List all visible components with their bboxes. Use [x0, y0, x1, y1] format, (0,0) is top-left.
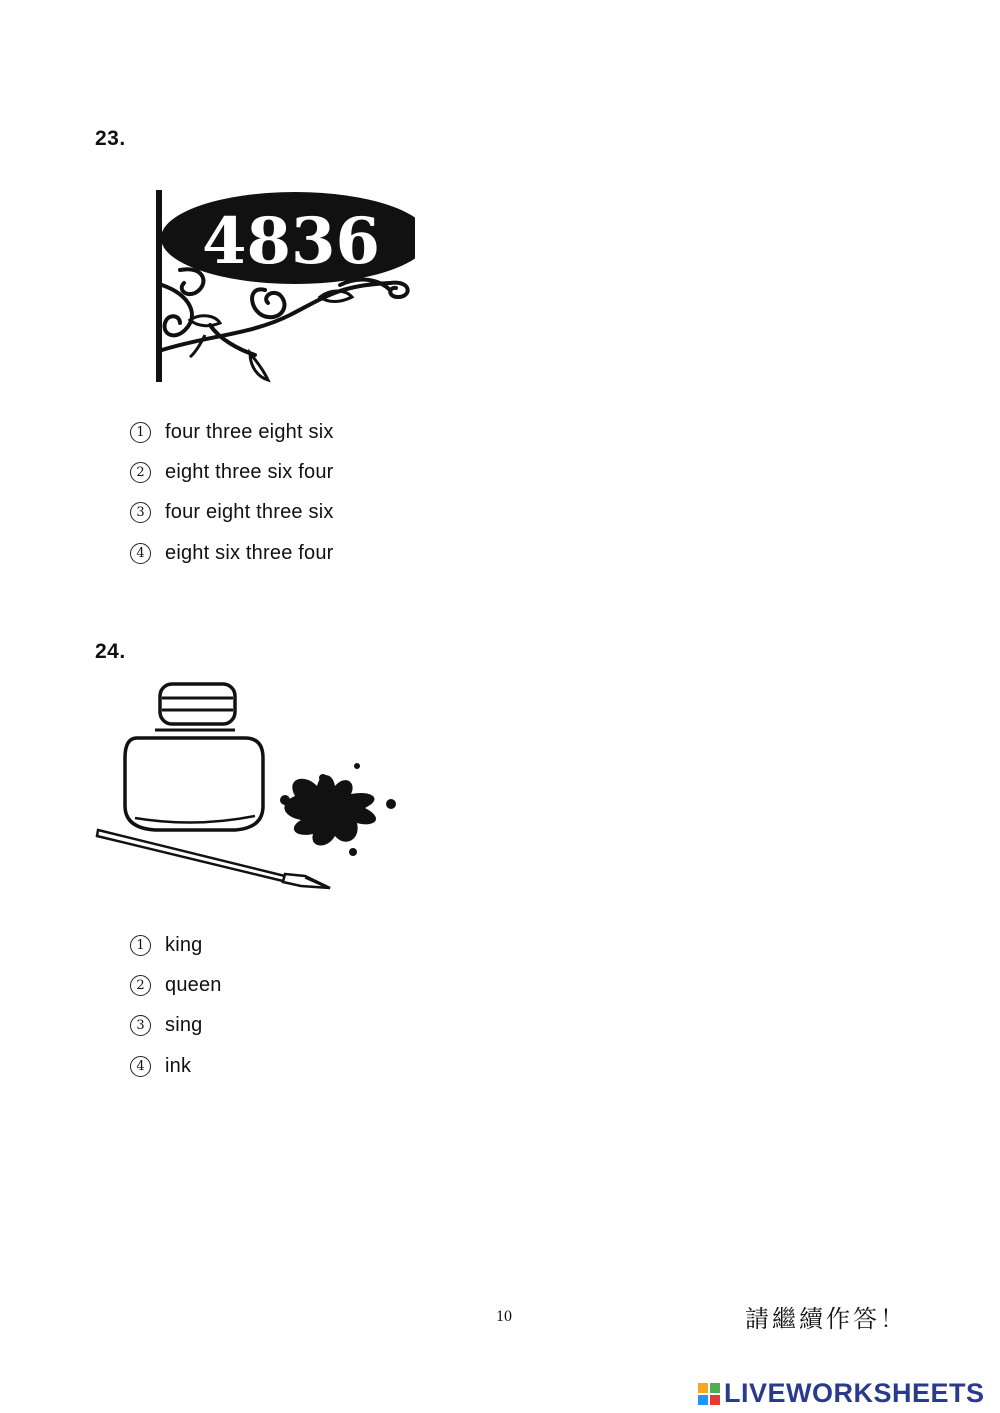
option-text: eight six three four — [165, 541, 334, 564]
option-text: king — [165, 933, 203, 956]
brand-square — [710, 1395, 720, 1405]
house-number-sign-image — [150, 185, 415, 390]
brand-logo[interactable] — [698, 1378, 985, 1409]
brand-square — [698, 1383, 708, 1393]
ink-bottle-image — [95, 678, 415, 890]
option-text: four eight three six — [165, 500, 334, 523]
option-marker: 1 — [130, 422, 151, 443]
option-24-3[interactable] — [130, 1010, 203, 1040]
option-marker: 1 — [130, 935, 151, 956]
option-marker: 4 — [130, 1056, 151, 1077]
option-text: eight three six four — [165, 460, 334, 483]
option-23-3[interactable] — [130, 497, 334, 527]
option-text: queen — [165, 973, 222, 996]
option-marker: 2 — [130, 462, 151, 483]
continue-instruction: 請繼續作答！ — [745, 1305, 907, 1333]
option-23-4[interactable] — [130, 538, 334, 568]
option-24-4[interactable] — [130, 1051, 191, 1081]
option-24-2[interactable] — [130, 970, 222, 1000]
brand-text: LIVEWORKSHEETS — [724, 1378, 985, 1408]
brand-square — [710, 1383, 720, 1393]
option-marker: 3 — [130, 1015, 151, 1036]
page-number: 10 — [496, 1308, 512, 1325]
option-23-2[interactable] — [130, 457, 334, 487]
question-number: 24. — [95, 640, 126, 663]
option-marker: 4 — [130, 543, 151, 564]
option-24-1[interactable] — [130, 930, 203, 960]
sign-number-text: 4836 — [201, 204, 381, 279]
option-text: ink — [165, 1054, 192, 1077]
option-text: four three eight six — [165, 420, 334, 443]
brand-grid-icon — [698, 1383, 720, 1405]
option-marker: 2 — [130, 975, 151, 996]
option-23-1[interactable] — [130, 417, 334, 447]
question-number: 23. — [95, 127, 126, 150]
brand-square — [698, 1395, 708, 1405]
option-text: sing — [165, 1013, 203, 1036]
option-marker: 3 — [130, 502, 151, 523]
